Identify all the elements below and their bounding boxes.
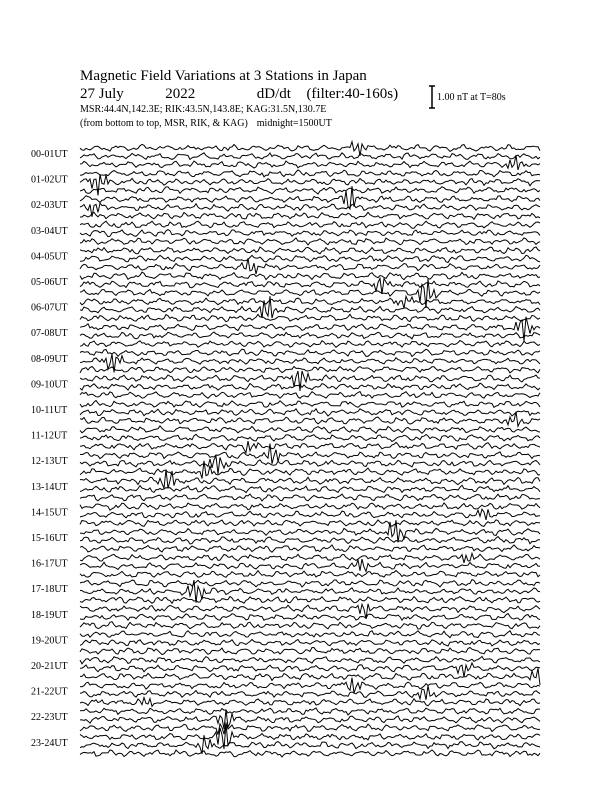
hour-label: 02-03UT <box>31 200 68 212</box>
trace-msr-00-01ut <box>80 142 540 156</box>
hour-label: 06-07UT <box>31 302 68 314</box>
trace-kag-13-14ut <box>80 494 540 501</box>
trace-kag-04-05ut <box>80 258 540 274</box>
trace-rik-22-23ut <box>80 710 540 730</box>
hour-label: 00-01UT <box>31 149 68 160</box>
hour-label: 03-04UT <box>31 225 68 237</box>
trace-kag-01-02ut <box>80 187 540 194</box>
trace-msr-14-15ut <box>80 503 540 510</box>
trace-msr-10-11ut <box>80 401 540 408</box>
hour-label: 10-11UT <box>31 405 68 416</box>
hour-label: 01-02UT <box>31 174 68 186</box>
trace-rik-16-17ut <box>80 559 540 571</box>
hour-label: 15-16UT <box>31 533 68 544</box>
trace-rik-21-22ut <box>80 686 540 700</box>
scale-bar <box>429 86 435 108</box>
hour-label: 13-14UT <box>31 481 68 493</box>
date-day: 27 July <box>80 86 124 102</box>
hour-label: 17-18UT <box>31 584 68 596</box>
hour-label: 22-23UT <box>31 712 68 724</box>
stations-line: MSR:44.4N,142.3E; RIK:43.5N,143.8E; KAG:31.5N,130.7E <box>80 104 327 115</box>
scale-bar-label: 1.00 nT at T=80s <box>437 92 506 103</box>
trace-msr-11-12ut <box>80 426 540 433</box>
midnight-note: midnight=1500UT <box>256 118 332 129</box>
hour-label: 12-13UT <box>31 456 68 468</box>
trace-msr-06-07ut <box>80 296 540 308</box>
trace-rik-06-07ut <box>80 296 540 318</box>
trace-rik-09-10ut <box>80 383 540 390</box>
trace-kag-02-03ut <box>80 212 540 219</box>
trace-kag-23-24ut <box>80 750 540 757</box>
trace-msr-13-14ut <box>80 470 540 489</box>
hour-label: 08-09UT <box>31 353 68 365</box>
trace-kag-09-10ut <box>80 392 540 399</box>
hour-label: 11-12UT <box>31 430 68 442</box>
trace-rik-04-05ut <box>80 255 540 262</box>
trace-msr-07-08ut <box>80 317 540 342</box>
hour-label: 20-21UT <box>31 661 68 672</box>
trace-kag-19-20ut <box>80 648 540 655</box>
hour-label: 16-17UT <box>31 558 68 570</box>
trace-kag-08-09ut <box>80 367 540 373</box>
trace-msr-17-18ut <box>80 580 540 588</box>
trace-rik-15-16ut <box>80 537 540 544</box>
trace-msr-19-20ut <box>80 631 540 638</box>
trace-kag-18-19ut <box>80 622 540 629</box>
trace-rik-19-20ut <box>80 640 540 647</box>
trace-rik-12-13ut <box>80 456 540 474</box>
hour-label: 19-20UT <box>31 635 68 647</box>
quantity-label: dD/dt <box>256 86 291 102</box>
trace-msr-04-05ut <box>80 247 540 254</box>
station-order: (from bottom to top, MSR, RIK, & KAG) <box>80 118 248 129</box>
hour-label: 04-05UT <box>31 251 68 263</box>
hour-label: 23-24UT <box>31 737 68 749</box>
trace-kag-22-23ut <box>80 723 540 734</box>
trace-msr-03-04ut <box>80 221 540 228</box>
trace-msr-08-09ut <box>80 349 540 356</box>
trace-rik-01-02ut <box>80 174 540 195</box>
filter-label: (filter:40-160s) <box>306 86 399 102</box>
trace-msr-16-17ut <box>80 553 540 563</box>
trace-rik-08-09ut <box>80 354 540 372</box>
trace-kag-16-17ut <box>80 571 540 578</box>
trace-rik-07-08ut <box>80 332 540 339</box>
trace-kag-03-04ut <box>80 238 540 245</box>
trace-rik-13-14ut <box>80 485 540 492</box>
hour-label: 05-06UT <box>31 277 68 288</box>
trace-kag-21-22ut <box>80 698 540 707</box>
trace-kag-15-16ut <box>80 545 540 552</box>
trace-kag-07-08ut <box>80 341 540 348</box>
hour-label: 21-22UT <box>31 686 68 698</box>
trace-kag-11-12ut <box>80 441 540 453</box>
hour-label: 18-19UT <box>31 609 68 621</box>
trace-rik-00-01ut <box>80 153 540 160</box>
trace-kag-14-15ut <box>80 520 540 527</box>
trace-rik-03-04ut <box>80 230 540 237</box>
hour-label: 07-08UT <box>31 328 68 340</box>
trace-msr-20-21ut <box>80 657 540 664</box>
chart-title: Magnetic Field Variations at 3 Stations in Japan <box>80 68 367 84</box>
date-year: 2022 <box>165 86 196 102</box>
trace-kag-00-01ut <box>80 155 540 170</box>
trace-msr-15-16ut <box>80 520 540 542</box>
trace-msr-22-23ut <box>80 708 540 715</box>
trace-rik-10-11ut <box>80 409 540 416</box>
hour-label: 09-10UT <box>31 379 68 391</box>
trace-group <box>80 142 540 757</box>
hour-labels <box>31 149 68 749</box>
trace-rik-14-15ut <box>80 509 540 520</box>
trace-rik-11-12ut <box>80 434 540 441</box>
trace-rik-23-24ut <box>80 735 540 754</box>
trace-msr-05-06ut <box>80 272 540 280</box>
hour-label: 14-15UT <box>31 507 68 519</box>
trace-kag-12-13ut <box>80 461 540 479</box>
trace-kag-06-07ut <box>80 314 540 321</box>
trace-rik-18-19ut <box>80 614 540 621</box>
trace-kag-17-18ut <box>80 597 540 604</box>
trace-msr-01-02ut <box>80 170 540 177</box>
trace-kag-20-21ut <box>80 668 540 685</box>
